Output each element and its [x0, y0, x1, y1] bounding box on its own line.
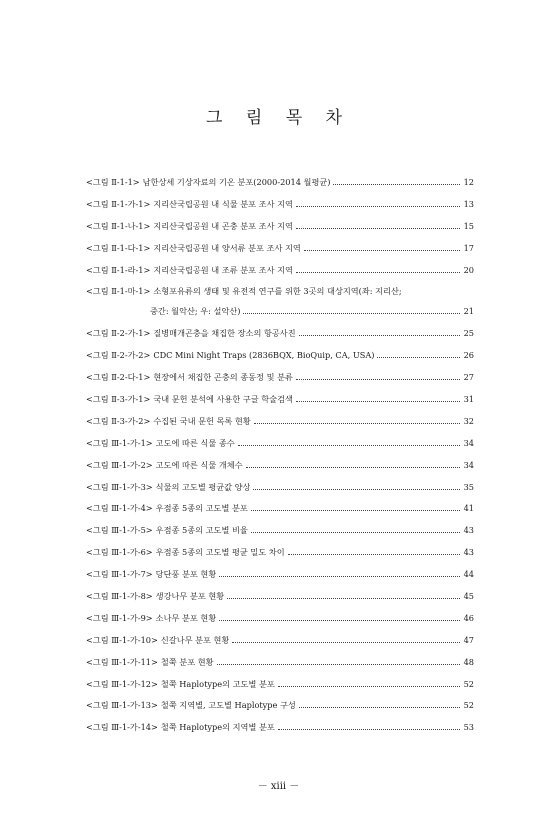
figure-caption: 우점종 5종의 고도별 비율: [155, 525, 248, 536]
toc-entry[interactable]: [86, 199, 474, 210]
figure-label: <그림 Ⅱ-1-1>: [86, 177, 140, 187]
page-ref: 27: [463, 372, 474, 383]
figure-label: <그림 Ⅲ-1-가-11>: [86, 656, 158, 667]
page-number: － xiii －: [257, 781, 300, 792]
figure-caption: 식물의 고도별 평균값 양상: [155, 481, 251, 492]
dot-leader: [296, 379, 460, 380]
figure-label: <그림 Ⅱ-2-가-2>: [86, 350, 151, 361]
page-ref: 34: [463, 459, 474, 470]
page-ref: 17: [463, 242, 474, 253]
figure-caption: 고도에 따른 식물 종수: [155, 437, 235, 448]
page-ref: 21: [463, 306, 474, 317]
page-ref: 32: [463, 415, 474, 426]
figure-caption: 철쭉 분포 현황: [160, 656, 214, 667]
page-ref: 35: [463, 481, 474, 492]
dot-leader: [333, 184, 460, 185]
toc-entry[interactable]: [86, 569, 474, 580]
dot-leader: [304, 250, 460, 251]
figure-label: <그림 Ⅲ-1-가-4>: [86, 503, 153, 514]
toc-entry[interactable]: [86, 221, 474, 232]
dot-leader: [254, 423, 460, 424]
figure-caption: 철쭉 Haplotype의 고도별 분포: [160, 678, 275, 689]
page-title: 그 림 목 차: [206, 108, 351, 128]
page-ref: 43: [463, 547, 474, 558]
figure-caption: 신갈나무 분포 현황: [160, 634, 230, 645]
dot-leader: [288, 554, 460, 555]
page-ref: 52: [463, 700, 474, 711]
toc-entry[interactable]: [86, 286, 474, 317]
dot-leader: [251, 532, 460, 533]
page-ref: 12: [463, 177, 474, 187]
figure-caption: 우점종 5종의 고도별 평균 밀도 차이: [155, 547, 285, 558]
figure-caption-cont: 중간: 월악산; 우: 설악산): [150, 306, 241, 317]
page-ref: 25: [463, 328, 474, 339]
toc-entry[interactable]: [86, 438, 474, 449]
figure-caption: 우점종 5종의 고도별 분포: [155, 503, 248, 514]
figure-label: <그림 Ⅲ-1-가-7>: [86, 569, 153, 580]
toc-entry[interactable]: [86, 328, 474, 339]
dot-leader: [219, 620, 460, 621]
figure-label: <그림 Ⅱ-1-다-1>: [86, 242, 151, 253]
figure-caption: 당단풍 분포 현황: [155, 569, 217, 580]
dot-leader: [278, 729, 460, 730]
toc-entry[interactable]: [86, 591, 474, 602]
dot-leader: [278, 686, 460, 687]
figure-caption: 남한상세 기상자료의 기온 분포(2000-2014 월평균): [142, 177, 331, 187]
figure-caption: 국내 문헌 분석에 사용한 구글 학술검색: [153, 394, 293, 405]
figure-caption: 지리산국립공원 내 조류 분포 조사 지역: [153, 264, 293, 275]
figure-caption: 현장에서 채집한 곤충의 종동정 및 분류: [153, 372, 293, 383]
dot-leader: [243, 313, 460, 314]
page-ref: 34: [463, 437, 474, 448]
figure-label: <그림 Ⅲ-1-가-5>: [86, 525, 153, 536]
figure-caption: 철쭉 Haplotype의 지역별 분포: [160, 722, 275, 733]
page-ref: 31: [463, 394, 474, 405]
figure-caption: 지리산국립공원 내 곤충 분포 조사 지역: [153, 220, 293, 231]
toc-entry[interactable]: [86, 265, 474, 276]
figure-label: <그림 Ⅲ-1-가-12>: [86, 678, 158, 689]
toc-entry[interactable]: [86, 635, 474, 646]
figure-label: <그림 Ⅲ-1-가-8>: [86, 591, 153, 602]
figure-caption: 생강나무 분포 현황: [155, 591, 225, 602]
page-ref: 26: [463, 350, 474, 361]
figure-label: <그림 Ⅲ-1-가-2>: [86, 459, 153, 470]
toc-entry[interactable]: [86, 525, 474, 536]
page-ref: 45: [463, 591, 474, 602]
dot-leader: [296, 206, 460, 207]
figure-label: <그림 Ⅱ-3-가-2>: [86, 415, 151, 426]
dot-leader: [299, 335, 460, 336]
figure-label: <그림 Ⅲ-1-가-6>: [86, 547, 153, 558]
toc-entry[interactable]: [86, 394, 474, 405]
figure-label: <그림 Ⅲ-1-가-3>: [86, 481, 153, 492]
page-ref: 13: [463, 198, 474, 209]
page-ref: 41: [463, 503, 474, 514]
figure-caption: 철쭉 지역별, 고도별 Haplotype 구성: [160, 700, 296, 711]
figure-label: <그림 Ⅲ-1-가-1>: [86, 437, 153, 448]
figure-label: <그림 Ⅱ-1-마-1>: [86, 286, 151, 297]
figure-label: <그림 Ⅲ-1-가-10>: [86, 634, 158, 645]
dot-leader: [253, 489, 460, 490]
dot-leader: [217, 664, 460, 665]
toc-entry[interactable]: [86, 482, 474, 493]
page-ref: 43: [463, 525, 474, 536]
toc-entry[interactable]: [86, 243, 474, 254]
dot-leader: [296, 401, 460, 402]
dot-leader: [251, 510, 460, 511]
figure-caption: 지리산국립공원 내 식물 분포 조사 지역: [153, 198, 293, 209]
toc-entry[interactable]: [86, 416, 474, 427]
toc-entry[interactable]: [86, 722, 474, 733]
figure-caption: 소나무 분포 현황: [155, 612, 217, 623]
page-ref: 52: [463, 678, 474, 689]
dot-leader: [232, 642, 460, 643]
toc-entry[interactable]: [86, 613, 474, 624]
figure-label: <그림 Ⅲ-1-가-9>: [86, 612, 153, 623]
dot-leader: [227, 598, 460, 599]
figure-label: <그림 Ⅲ-1-가-14>: [86, 722, 158, 733]
dot-leader: [377, 357, 460, 358]
dot-leader: [238, 445, 460, 446]
figure-label: <그림 Ⅱ-3-가-1>: [86, 394, 151, 405]
toc-entry[interactable]: [86, 350, 474, 361]
dot-leader: [296, 272, 460, 273]
toc-entry[interactable]: [86, 547, 474, 558]
toc-entry[interactable]: [86, 177, 474, 188]
page-ref: 15: [463, 220, 474, 231]
toc-entry[interactable]: [86, 700, 474, 711]
figure-caption: 수집된 국내 문헌 목록 현황: [153, 415, 251, 426]
dot-leader: [246, 467, 460, 468]
figure-label: <그림 Ⅱ-2-다-1>: [86, 372, 151, 383]
figure-caption: 지리산국립공원 내 양서류 분포 조사 지역: [153, 242, 301, 253]
figure-list: [86, 177, 474, 744]
figure-label: <그림 Ⅱ-1-나-1>: [86, 220, 151, 231]
dot-leader: [299, 707, 460, 708]
page-ref: 44: [463, 569, 474, 580]
page-ref: 53: [463, 722, 474, 733]
figure-caption: 소형포유류의 생태 및 유전적 연구를 위한 3곳의 대상지역(좌: 지리산;: [153, 286, 402, 297]
toc-entry[interactable]: [86, 372, 474, 383]
toc-entry[interactable]: [86, 679, 474, 690]
page-ref: 46: [463, 612, 474, 623]
figure-label: <그림 Ⅲ-1-가-13>: [86, 700, 158, 711]
figure-caption: 질병매개곤충을 채집한 장소의 항공사진: [153, 328, 296, 339]
page-ref: 48: [463, 656, 474, 667]
toc-entry[interactable]: [86, 460, 474, 471]
dot-leader: [296, 228, 460, 229]
figure-caption: 고도에 따른 식물 개체수: [155, 459, 243, 470]
toc-entry[interactable]: [86, 657, 474, 668]
figure-label: <그림 Ⅱ-1-가-1>: [86, 198, 151, 209]
figure-label: <그림 Ⅱ-2-가-1>: [86, 328, 151, 339]
page-ref: 20: [463, 264, 474, 275]
figure-label: <그림 Ⅱ-1-라-1>: [86, 264, 151, 275]
figure-caption: CDC Mini Night Traps (2836BQX, BioQuip, CA, USA): [153, 350, 375, 361]
toc-entry[interactable]: [86, 503, 474, 514]
dot-leader: [219, 576, 460, 577]
page-ref: 47: [463, 634, 474, 645]
